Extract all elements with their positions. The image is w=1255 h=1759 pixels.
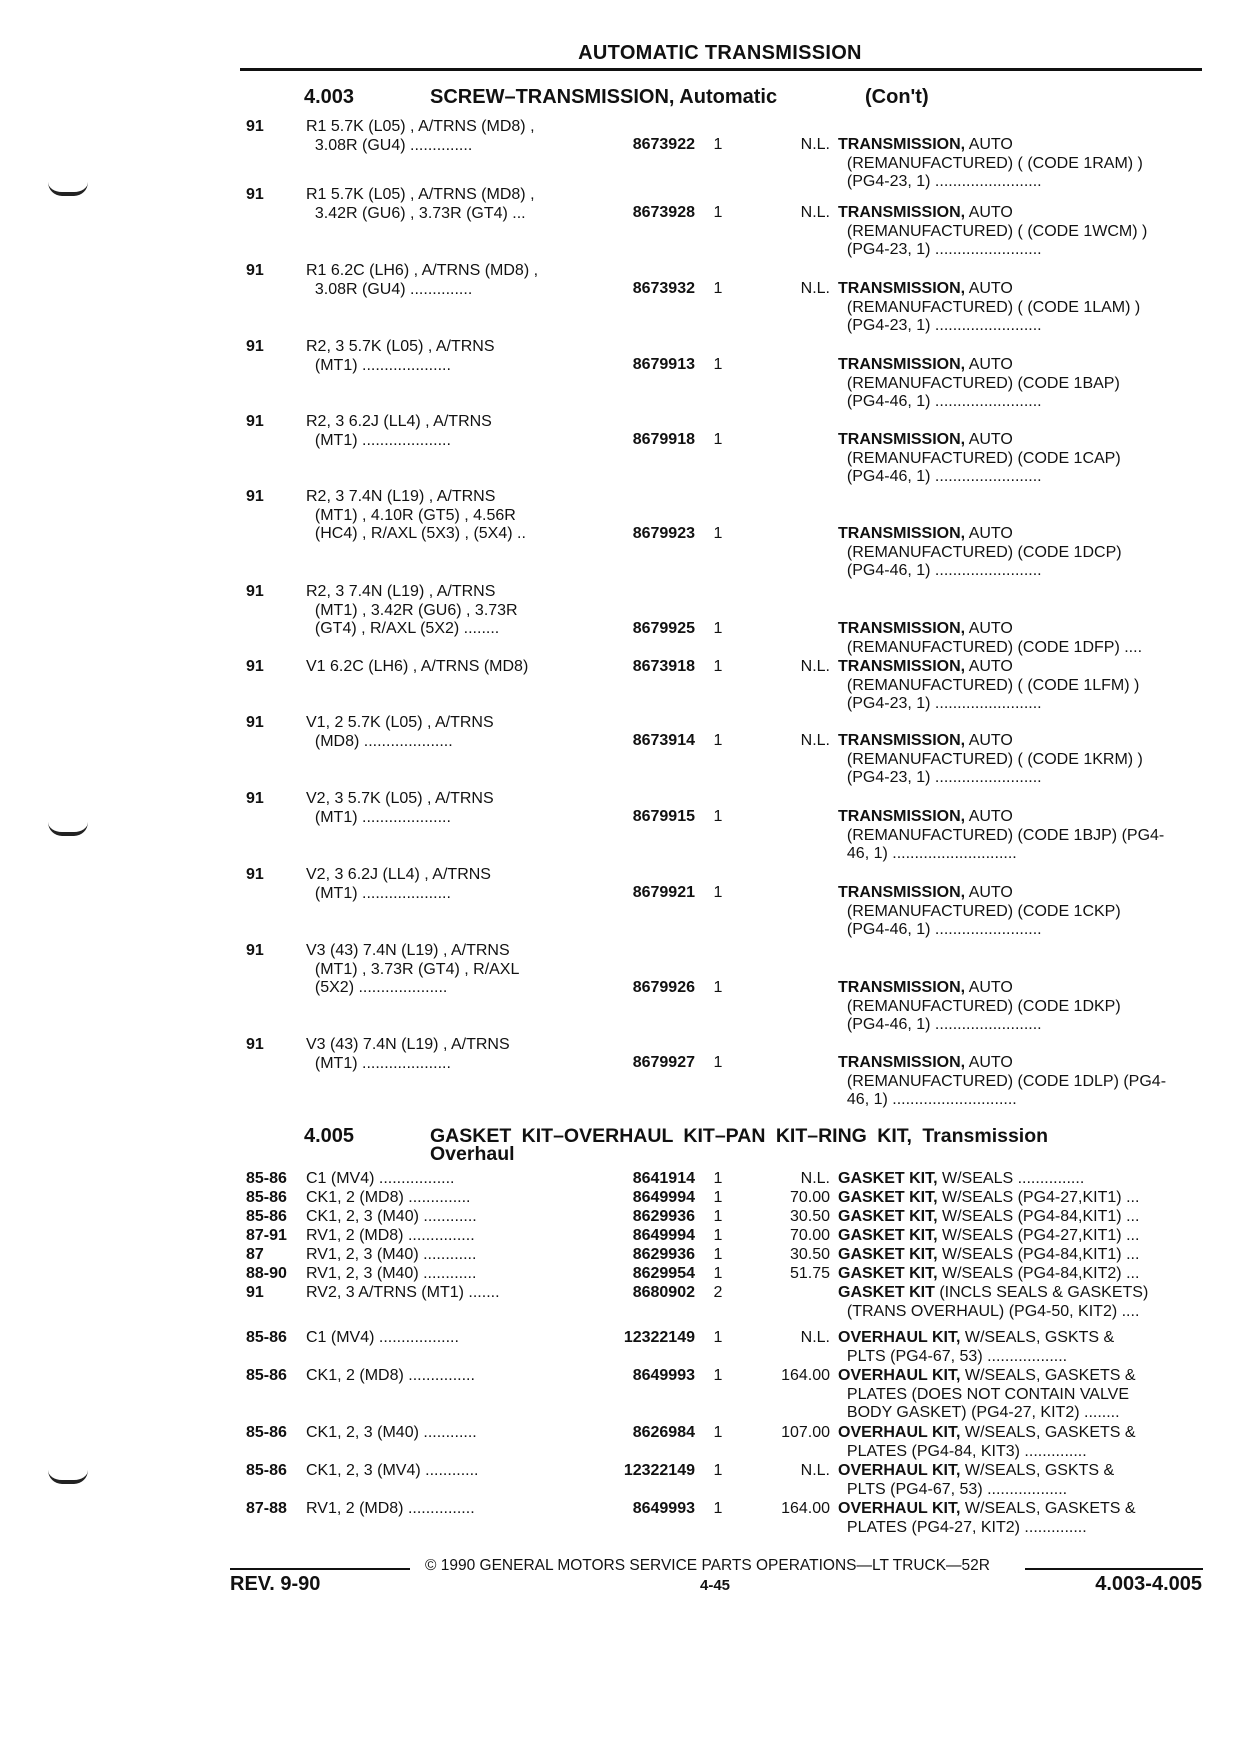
part-name-bold: GASKET KIT, [838, 1208, 938, 1225]
application-description: C1 (MV4) .................. [306, 1329, 459, 1346]
part-name [838, 1227, 1202, 1246]
part-number: 8626984 [632, 1424, 695, 1441]
price: 70.00 [789, 1189, 830, 1206]
quantity: 1 [713, 658, 723, 675]
quantity: 1 [713, 136, 723, 153]
footer-page-number: 4-45 [700, 1577, 731, 1594]
model-year: 88-90 [246, 1265, 287, 1282]
model-year: 91 [246, 338, 264, 355]
part-name [838, 1170, 1202, 1189]
binder-hole-mark [48, 822, 88, 836]
part-number: 8679927 [632, 1054, 695, 1071]
application-description: R1 5.7K (L05) , A/TRNS (MD8) , 3.42R (GU6) , 3.73R (GT4) ... [306, 186, 535, 222]
application-description: R2, 3 7.4N (L19) , A/TRNS (MT1) , 4.10R (GT5) , 4.56R (HC4) , R/AXL (5X3) , (5X4) .. [306, 488, 526, 542]
part-name-bold: GASKET KIT [838, 1284, 935, 1301]
price: 30.50 [789, 1208, 830, 1225]
model-year: 87-88 [246, 1500, 287, 1517]
part-name-detail: W/SEALS, GASKETS & PLATES (PG4-27, KIT2) .............. [846, 1500, 1136, 1536]
header-rule [240, 68, 1202, 71]
part-name-detail: W/SEALS (PG4-84,KIT2) ... [937, 1265, 1140, 1282]
binder-hole-mark [48, 1470, 88, 1484]
application-description: RV1, 2 (MD8) ............... [306, 1500, 475, 1517]
footer-rule-right [1025, 1568, 1203, 1570]
quantity: 1 [713, 280, 723, 297]
application-description: RV2, 3 A/TRNS (MT1) ....... [306, 1284, 500, 1301]
model-year: 91 [246, 714, 264, 731]
part-number: 8649993 [632, 1500, 695, 1517]
model-year: 85-86 [246, 1329, 287, 1346]
footer-section-range: 4.003-4.005 [1095, 1573, 1202, 1595]
quantity: 1 [713, 732, 723, 749]
part-name-detail: AUTO (REMANUFACTURED) ( (CODE 1LFM) ) (PG4-23, 1) ........................ [846, 658, 1140, 712]
price: N.L. [800, 280, 830, 297]
part-name [838, 884, 1202, 940]
quantity: 1 [713, 1500, 723, 1517]
footer-rule-left [230, 1568, 410, 1570]
part-name-bold: TRANSMISSION, [838, 136, 966, 153]
part-name-detail: W/SEALS, GSKTS & PLTS (PG4-67, 53) .................. [846, 1462, 1115, 1498]
quantity: 1 [713, 1227, 723, 1244]
part-number: 8673914 [632, 732, 695, 749]
part-name [838, 525, 1202, 581]
model-year: 85-86 [246, 1367, 287, 1384]
price: 30.50 [789, 1246, 830, 1263]
part-name-bold: TRANSMISSION, [838, 808, 966, 825]
application-description: CK1, 2, 3 (MV4) ............ [306, 1462, 479, 1479]
part-number: 8629954 [632, 1265, 695, 1282]
model-year: 91 [246, 583, 264, 600]
model-year: 91 [246, 1036, 264, 1053]
price: 164.00 [781, 1500, 830, 1517]
application-description: V3 (43) 7.4N (L19) , A/TRNS (MT1) , 3.73R (GT4) , R/AXL (5X2) .................... [306, 942, 520, 996]
part-name-detail: AUTO (REMANUFACTURED) ( (CODE 1RAM) ) (PG4-23, 1) ........................ [846, 136, 1143, 190]
model-year: 91 [246, 413, 264, 430]
application-description: V2, 3 6.2J (LL4) , A/TRNS (MT1) .................... [306, 866, 491, 902]
part-name-bold: TRANSMISSION, [838, 1054, 966, 1071]
part-name-bold: GASKET KIT, [838, 1170, 938, 1187]
application-description: R2, 3 6.2J (LL4) , A/TRNS (MT1) .................... [306, 413, 492, 449]
part-name-detail: AUTO (REMANUFACTURED) (CODE 1DCP) (PG4-46, 1) ........................ [846, 525, 1122, 579]
section-title-2: GASKET KIT–OVERHAUL KIT–PAN KIT–RING KIT, Transmission [430, 1125, 1049, 1147]
part-name-detail: AUTO (REMANUFACTURED) (CODE 1CKP) (PG4-46, 1) ........................ [846, 884, 1121, 938]
part-name-bold: GASKET KIT, [838, 1265, 938, 1282]
application-description: R1 5.7K (L05) , A/TRNS (MD8) , 3.08R (GU4) .............. [306, 118, 535, 154]
part-number: 8679918 [632, 431, 695, 448]
quantity: 1 [713, 1189, 723, 1206]
part-name-bold: TRANSMISSION, [838, 979, 966, 996]
part-number: 8673932 [632, 280, 695, 297]
part-number: 8679923 [632, 525, 695, 542]
part-name-detail: AUTO (REMANUFACTURED) (CODE 1DKP) (PG4-46, 1) ........................ [846, 979, 1121, 1033]
application-description: RV1, 2 (MD8) ............... [306, 1227, 475, 1244]
part-number: 8673928 [632, 204, 695, 221]
quantity: 1 [713, 204, 723, 221]
part-name-detail: AUTO (REMANUFACTURED) (CODE 1DLP) (PG4- 46, 1) ............................ [846, 1054, 1167, 1108]
part-name-bold: TRANSMISSION, [838, 658, 966, 675]
application-description: C1 (MV4) ................. [306, 1170, 455, 1187]
part-name-detail: AUTO (REMANUFACTURED) ( (CODE 1WCM) ) (PG4-23, 1) ........................ [846, 204, 1148, 258]
model-year: 91 [246, 262, 264, 279]
part-name-detail: W/SEALS, GASKETS & PLATES (PG4-84, KIT3) .............. [846, 1424, 1136, 1460]
quantity: 1 [713, 1054, 723, 1071]
part-name [838, 1054, 1202, 1110]
application-description: RV1, 2, 3 (M40) ............ [306, 1265, 477, 1282]
quantity: 1 [713, 1170, 723, 1187]
part-name-detail: AUTO (REMANUFACTURED) (CODE 1BAP) (PG4-46, 1) ........................ [846, 356, 1120, 410]
part-name-bold: TRANSMISSION, [838, 356, 966, 373]
footer-revision: REV. 9-90 [230, 1573, 321, 1595]
price: 164.00 [781, 1367, 830, 1384]
model-year: 85-86 [246, 1424, 287, 1441]
binder-hole-mark [48, 182, 88, 196]
model-year: 87-91 [246, 1227, 287, 1244]
model-year: 85-86 [246, 1189, 287, 1206]
quantity: 1 [713, 979, 723, 996]
application-description: R1 6.2C (LH6) , A/TRNS (MD8) , 3.08R (GU4) .............. [306, 262, 539, 298]
application-description: R2, 3 5.7K (L05) , A/TRNS (MT1) .................... [306, 338, 495, 374]
price: N.L. [800, 204, 830, 221]
price: N.L. [800, 732, 830, 749]
page-header: AUTOMATIC TRANSMISSION [578, 42, 862, 64]
part-name [838, 1329, 1202, 1366]
footer-copyright: © 1990 GENERAL MOTORS SERVICE PARTS OPERATIONS—LT TRUCK—52R [425, 1557, 990, 1574]
part-number: 8679925 [632, 620, 695, 637]
model-year: 91 [246, 790, 264, 807]
part-name [838, 136, 1202, 192]
part-number: 8679926 [632, 979, 695, 996]
part-name-detail: AUTO (REMANUFACTURED) ( (CODE 1KRM) ) (PG4-23, 1) ........................ [846, 732, 1143, 786]
application-description: V2, 3 5.7K (L05) , A/TRNS (MT1) .................... [306, 790, 494, 826]
price: 107.00 [781, 1424, 830, 1441]
part-name-detail: W/SEALS ............... [937, 1170, 1085, 1187]
part-number: 8629936 [632, 1246, 695, 1263]
part-name [838, 1246, 1202, 1265]
part-name [838, 658, 1202, 714]
quantity: 1 [713, 1424, 723, 1441]
part-name-bold: OVERHAUL KIT, [838, 1424, 961, 1441]
model-year: 91 [246, 942, 264, 959]
part-name-bold: TRANSMISSION, [838, 525, 966, 542]
part-name-bold: OVERHAUL KIT, [838, 1500, 961, 1517]
part-name [838, 1367, 1202, 1423]
quantity: 1 [713, 525, 723, 542]
model-year: 87 [246, 1246, 264, 1263]
application-description: CK1, 2, 3 (M40) ............ [306, 1208, 477, 1225]
part-name-detail: W/SEALS (PG4-27,KIT1) ... [937, 1227, 1140, 1244]
application-description: RV1, 2, 3 (M40) ............ [306, 1246, 477, 1263]
part-name-detail: W/SEALS, GASKETS & PLATES (DOES NOT CONTAIN VALVE BODY GASKET) (PG4-27, KIT2) ........ [846, 1367, 1136, 1421]
price: 70.00 [789, 1227, 830, 1244]
part-name-bold: TRANSMISSION, [838, 431, 966, 448]
part-number: 8679913 [632, 356, 695, 373]
part-name [838, 979, 1202, 1035]
part-number: 8680902 [632, 1284, 695, 1301]
part-name-bold: TRANSMISSION, [838, 620, 966, 637]
part-number: 8679915 [632, 808, 695, 825]
part-name [838, 431, 1202, 487]
model-year: 91 [246, 488, 264, 505]
application-description: CK1, 2 (MD8) ............... [306, 1367, 475, 1384]
model-year: 85-86 [246, 1208, 287, 1225]
part-number: 8679921 [632, 884, 695, 901]
part-name-bold: GASKET KIT, [838, 1246, 938, 1263]
part-number: 8649994 [632, 1189, 695, 1206]
application-description: CK1, 2, 3 (M40) ............ [306, 1424, 477, 1441]
quantity: 1 [713, 1367, 723, 1384]
part-name-bold: TRANSMISSION, [838, 732, 966, 749]
part-name-bold: GASKET KIT, [838, 1227, 938, 1244]
quantity: 1 [713, 808, 723, 825]
price: N.L. [800, 136, 830, 153]
quantity: 1 [713, 1329, 723, 1346]
model-year: 91 [246, 658, 264, 675]
part-number: 8641914 [632, 1170, 695, 1187]
part-number: 8649994 [632, 1227, 695, 1244]
part-name [838, 280, 1202, 336]
part-name [838, 1265, 1202, 1284]
quantity: 1 [713, 356, 723, 373]
quantity: 1 [713, 620, 723, 637]
model-year: 91 [246, 866, 264, 883]
part-name [838, 1462, 1202, 1499]
part-name [838, 204, 1202, 260]
model-year: 85-86 [246, 1170, 287, 1187]
part-name-bold: TRANSMISSION, [838, 884, 966, 901]
part-name [838, 356, 1202, 412]
part-name-detail: AUTO (REMANUFACTURED) ( (CODE 1LAM) ) (PG4-23, 1) ........................ [846, 280, 1141, 334]
model-year: 91 [246, 1284, 264, 1301]
section-number: 4.003 [304, 86, 355, 108]
part-name [838, 1500, 1202, 1537]
section-title-2-line2: Overhaul [430, 1143, 515, 1165]
application-description: CK1, 2 (MD8) .............. [306, 1189, 471, 1206]
price: N.L. [800, 658, 830, 675]
application-description: V3 (43) 7.4N (L19) , A/TRNS (MT1) .................... [306, 1036, 510, 1072]
part-name-bold: TRANSMISSION, [838, 204, 966, 221]
section-number-2: 4.005 [304, 1125, 355, 1147]
part-number: 8649993 [632, 1367, 695, 1384]
quantity: 1 [713, 1246, 723, 1263]
part-name-bold: OVERHAUL KIT, [838, 1367, 961, 1384]
application-description: V1, 2 5.7K (L05) , A/TRNS (MD8) .................... [306, 714, 494, 750]
part-number: 8673922 [632, 136, 695, 153]
part-name-detail: AUTO (REMANUFACTURED) (CODE 1BJP) (PG4- 46, 1) ............................ [846, 808, 1165, 862]
part-name-detail: AUTO (REMANUFACTURED) (CODE 1DFP) .... [846, 620, 1143, 656]
section-title: SCREW–TRANSMISSION, Automatic [430, 86, 778, 108]
part-name-detail: (INCLS SEALS & GASKETS) (TRANS OVERHAUL) (PG4-50, KIT2) .... [846, 1284, 1149, 1320]
quantity: 2 [713, 1284, 723, 1301]
part-name-bold: OVERHAUL KIT, [838, 1329, 961, 1346]
quantity: 1 [713, 1462, 723, 1479]
part-name [838, 1208, 1202, 1227]
quantity: 1 [713, 431, 723, 448]
part-name-bold: TRANSMISSION, [838, 280, 966, 297]
price: N.L. [800, 1329, 830, 1346]
part-name-detail: W/SEALS (PG4-27,KIT1) ... [937, 1189, 1140, 1206]
part-name [838, 1424, 1202, 1461]
part-name [838, 1189, 1202, 1208]
part-number: 8629936 [632, 1208, 695, 1225]
part-name [838, 732, 1202, 788]
part-name-bold: OVERHAUL KIT, [838, 1462, 961, 1479]
part-name [838, 808, 1202, 864]
part-name-detail: AUTO (REMANUFACTURED) (CODE 1CAP) (PG4-46, 1) ........................ [846, 431, 1121, 485]
model-year: 91 [246, 118, 264, 135]
price: N.L. [800, 1170, 830, 1187]
part-name [838, 620, 1202, 657]
part-number: 12322149 [623, 1329, 695, 1346]
part-name [838, 1284, 1202, 1321]
part-name-detail: W/SEALS (PG4-84,KIT1) ... [937, 1208, 1140, 1225]
part-number: 8673918 [632, 658, 695, 675]
quantity: 1 [713, 1208, 723, 1225]
application-description: R2, 3 7.4N (L19) , A/TRNS (MT1) , 3.42R (GU6) , 3.73R (GT4) , R/AXL (5X2) ........ [306, 583, 518, 637]
quantity: 1 [713, 884, 723, 901]
price: 51.75 [789, 1265, 830, 1282]
model-year: 85-86 [246, 1462, 287, 1479]
part-name-detail: W/SEALS (PG4-84,KIT1) ... [937, 1246, 1140, 1263]
part-name-detail: W/SEALS, GSKTS & PLTS (PG4-67, 53) .................. [846, 1329, 1115, 1365]
application-description: V1 6.2C (LH6) , A/TRNS (MD8) [306, 658, 529, 675]
price: N.L. [800, 1462, 830, 1479]
model-year: 91 [246, 186, 264, 203]
quantity: 1 [713, 1265, 723, 1282]
part-number: 12322149 [623, 1462, 695, 1479]
section-continued: (Con't) [865, 86, 929, 108]
part-name-bold: GASKET KIT, [838, 1189, 938, 1206]
